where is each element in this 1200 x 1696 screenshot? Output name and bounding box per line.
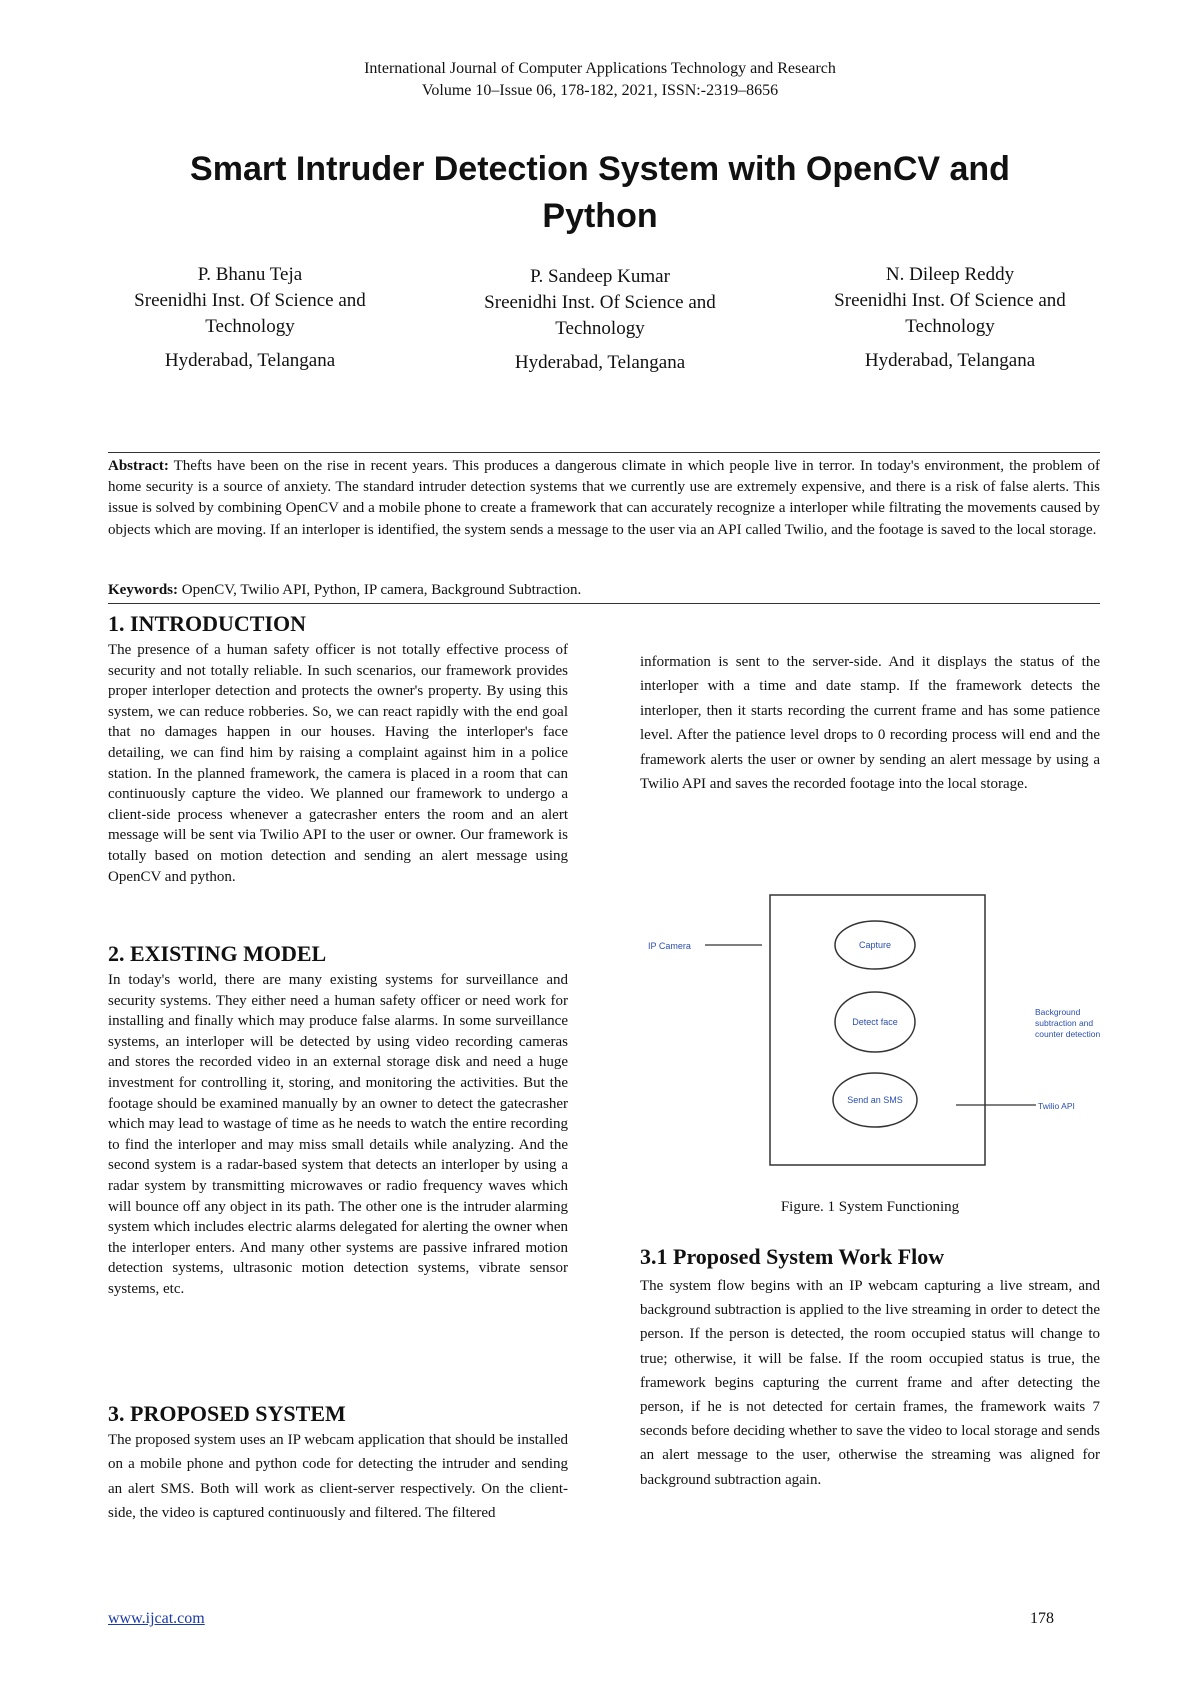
figure-caption: Figure. 1 System Functioning: [780, 1199, 960, 1215]
detect-face-label: Detect face: [852, 1017, 898, 1027]
workflow-text: The system flow begins with an IP webcam capturing a live stream, and background subtraction is applied to the live streaming in order to detect the person. If the person is detected, the room occupied status will change to true; otherwise, it will be false. If the room occupied status is true, the framework begins capturing the current frame and after detecting the person, if he is not detected for certain frames, the framework waits 7 seconds before deciding whether to save the video to local storage and sends an alert message to the user, otherwise the streaming was aligned for background subtraction again.: [640, 1278, 1100, 1488]
abstract-text: Thefts have been on the rise in recent years. This produces a dangerous climate in which people live in terror. In today's environment, the problem of home security is a source of anxiety. The standard intruder detection systems that we currently use are extremely expensive, and there is a risk of false alerts. This issue is solved by combining OpenCV and a mobile phone to create a framework that can accurately recognize a interloper while filtrating the movements caused by objects which are moving. If an interloper is identified, the system sends a message to the user via an API called Twilio, and the footage is saved to the local storage.: [108, 458, 1100, 538]
twilio-api-label: Twilio API: [1038, 1101, 1075, 1111]
paper-title: Smart Intruder Detection System with OpenCV and Python: [190, 150, 1010, 235]
author-name: P. Bhanu Teja: [197, 264, 303, 285]
author-affiliation: Sreenidhi Inst. Of Science and Technology: [134, 290, 366, 337]
proposed-system-continued-text: information is sent to the server-side. And it displays the status of the interloper with a time and date stamp. If the framework detects the interloper, then it starts recording the current frame and has some patience level. After the patience level drops to 0 recording process will end and the framework alerts the user or owner by sending an alert message by using a Twilio API and saves the recorded footage into the local storage.: [640, 654, 1100, 793]
author-name: N. Dileep Reddy: [885, 264, 1015, 285]
journal-volume: Volume 10–Issue 06, 178-182, 2021, ISSN:-2319–8656: [421, 82, 779, 99]
capture-label: Capture: [858, 940, 892, 950]
background-subtraction-label-3: counter detection: [1035, 1029, 1101, 1039]
journal-header: [0, 58, 1200, 102]
abstract-label: Abstract:: [108, 458, 169, 474]
background-subtraction-label-1: Background: [1035, 1007, 1081, 1017]
abstract-bottom-rule: [108, 603, 1100, 604]
author-block-3: [800, 262, 1100, 374]
section-heading-existing-model: 2. EXISTING MODEL: [108, 941, 327, 966]
keywords-text: OpenCV, Twilio API, Python, IP camera, Background Subtraction.: [178, 582, 582, 598]
author-affiliation: Sreenidhi Inst. Of Science and Technology: [834, 290, 1066, 337]
author-city: Hyderabad, Telangana: [514, 352, 686, 373]
page-number: 178: [1030, 1610, 1054, 1627]
ip-camera-label: IP Camera: [648, 941, 691, 951]
section-heading-introduction: 1. INTRODUCTION: [108, 611, 307, 636]
section-heading-proposed-system: 3. PROPOSED SYSTEM: [108, 1401, 346, 1426]
author-city: Hyderabad, Telangana: [864, 350, 1036, 371]
send-sms-label: Send an SMS: [847, 1095, 903, 1105]
background-subtraction-label-2: subtraction and: [1035, 1018, 1094, 1028]
system-boundary: [770, 895, 985, 1165]
proposed-system-text: The proposed system uses an IP webcam application that should be installed on a mobile phone and python code for detecting the intruder and sending an alert SMS. Both will work as client-server respectively. On the client-side, the video is captured continuously and filtered. The filtered: [108, 1432, 568, 1522]
introduction-text: The presence of a human safety officer is not totally effective process of security and not totally reliable. In such scenarios, our framework provides proper interloper detection and protects the owner's property. By using this system, we can reduce robberies. So, we can react rapidly with the end goal that no damages happen in our houses. Having the interloper's face detailing, we can find him by raising a complaint against him in a police station. In the planned framework, the camera is placed in a room that can continuously capture the video. We planned our framework to undergo a client-side process whenever a gatecrasher enters the room and an alert message will be sent via Twilio API to the user or owner. Our framework is totally based on motion detection and sending an alert message using OpenCV and python.: [108, 642, 568, 885]
author-block-2: [450, 264, 750, 376]
author-name: P. Sandeep Kumar: [530, 266, 670, 287]
author-affiliation: Sreenidhi Inst. Of Science and Technology: [484, 292, 716, 339]
journal-name: International Journal of Computer Applications Technology and Research: [364, 60, 836, 77]
keywords: [108, 580, 1100, 601]
keywords-label: Keywords:: [108, 582, 178, 598]
abstract: [108, 456, 1100, 541]
abstract-top-rule: [108, 452, 1100, 453]
section-heading-workflow: 3.1 Proposed System Work Flow: [640, 1244, 945, 1269]
author-city: Hyderabad, Telangana: [164, 350, 336, 371]
existing-model-text: In today's world, there are many existing systems for surveillance and security systems. They either need a human safety officer or need work for installing and finally which may produce false alarms. In some surveillance systems, an interloper will be detected by using video recording cameras and stores the recorded video in an external storage disk and need a huge investment for controlling it, storing, and monitoring the activities. But the footage should be examined manually by an owner to detect the gatecrasher which may lead to wastage of time as he needs to watch the entire recording to find the interloper and may miss small details while analyzing. And the second system is a radar-based system that detects an interloper by using a radar system by transmitting microwaves or radio frequency waves which will bounce off any object in its path. The other one is the intruder alarming system which includes electric alarms delegated for alerting the owner when the interloper enters. And many other systems are passive infrared motion detection systems, ultrasonic motion detection systems, vibrate sensor systems, etc.: [108, 972, 568, 1297]
system-functioning-diagram: [640, 885, 1120, 1185]
author-block-1: [100, 262, 400, 374]
journal-url-link[interactable]: www.ijcat.com: [108, 1610, 205, 1627]
